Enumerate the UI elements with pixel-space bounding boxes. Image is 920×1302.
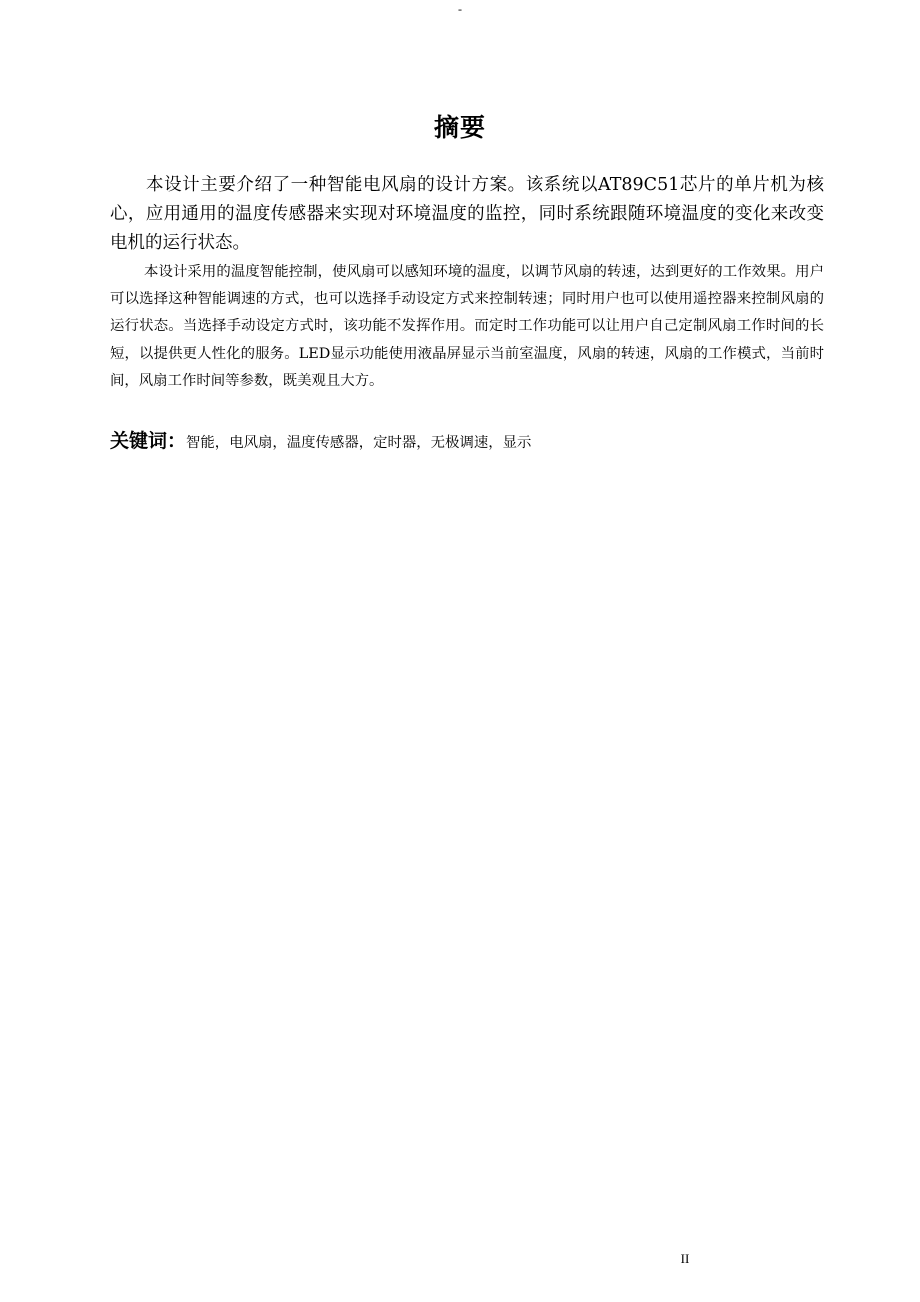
- keywords-label: 关键词：: [110, 430, 187, 452]
- page-number: II: [680, 1251, 690, 1266]
- keywords-line: [110, 424, 824, 460]
- abstract-paragraph-1: 本设计主要介绍了一种智能电风扇的设计方案。该系统以AT89C51芯片的单片机为核心，应用通用的温度传感器来实现对环境温度的监控，同时系统跟随环境温度的变化来改变电机的运行状态。: [110, 175, 824, 253]
- header-mark: -: [458, 2, 462, 16]
- abstract-paragraph-2: 本设计采用的温度智能控制，使风扇可以感知环境的温度，以调节风扇的转速，达到更好的工作效果。用户可以选择这种智能调速的方式，也可以选择手动设定方式来控制转速；同时用户也可以使用遥控器来控制风扇的运行状态。当选择手动设定方式时，该功能不发挥作用。而定时工作功能可以让用户自己定制风扇工作时间的长短，以提供更人性化的服务。LED显示功能使用液晶屏显示当前室温度，风扇的转速，风扇的工作模式，当前时间，风扇工作时间等参数，既美观且大方。: [110, 264, 824, 389]
- keywords-text: 智能，电风扇，温度传感器，定时器，无极调速，显示: [186, 435, 532, 451]
- page-title: 摘要: [433, 113, 486, 142]
